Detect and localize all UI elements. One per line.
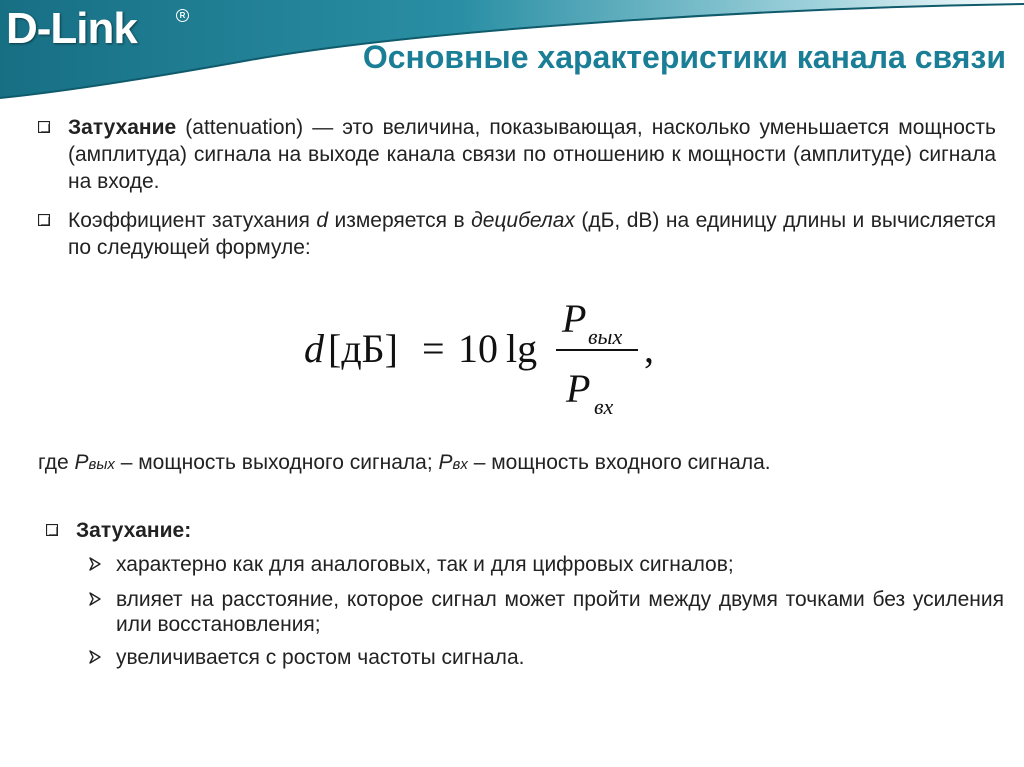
subscript-in: вх bbox=[452, 456, 468, 473]
definition-text: (attenuation) — это величина, показывающая, насколько уменьшается мощность (амплитуда) сигнала на выходе канала связи по отношению к мощности (амплитуде) сигнала на входе. bbox=[68, 116, 996, 193]
list-item bbox=[88, 552, 1004, 577]
list-item bbox=[88, 587, 1004, 637]
arrow-bullet-icon bbox=[88, 650, 102, 664]
unit-word: децибелах bbox=[471, 209, 575, 232]
paragraph-coefficient bbox=[38, 207, 996, 261]
registered-mark-icon: R bbox=[176, 9, 189, 22]
formula-lhs-unit: [дБ] bbox=[328, 326, 398, 371]
formula-den-sub: вх bbox=[594, 394, 614, 419]
subscript-out: вых bbox=[88, 456, 115, 473]
square-bullet-icon bbox=[38, 214, 50, 226]
formula-coef: 10 bbox=[458, 326, 498, 371]
formula-trail: , bbox=[644, 326, 654, 371]
bullet-text: влияет на расстояние, которое сигнал может пройти между двумя точками без усиления или восстановления; bbox=[116, 588, 1004, 636]
symbol-p-in: P bbox=[438, 451, 453, 474]
arrow-bullet-icon bbox=[88, 557, 102, 571]
formula-equals: = bbox=[422, 326, 445, 371]
formula-lhs-var: d bbox=[304, 326, 324, 371]
slide-title: Основные характеристики канала связи bbox=[362, 39, 1006, 75]
square-bullet-icon bbox=[38, 121, 50, 133]
formula-legend bbox=[38, 449, 998, 478]
where-lead: где bbox=[38, 451, 75, 474]
arrow-bullet-icon bbox=[88, 592, 102, 606]
desc-p-out: – мощность выходного сигнала; bbox=[114, 451, 439, 474]
section-attenuation bbox=[46, 517, 996, 544]
list-item bbox=[88, 645, 1004, 670]
formula-num-sub: вых bbox=[588, 324, 623, 349]
term-attenuation: Затухание bbox=[68, 116, 177, 139]
section-title: Затухание: bbox=[76, 519, 192, 542]
desc-p-in: – мощность входного сигнала. bbox=[467, 451, 771, 474]
coef-text-1: Коэффициент затухания bbox=[68, 209, 317, 232]
formula-func: lg bbox=[506, 326, 538, 371]
coef-text-2: измеряется в bbox=[328, 209, 472, 232]
attenuation-formula bbox=[300, 294, 680, 424]
coef-text-3: (дБ, dB) на единицу длины и вычисляется по следующей формуле: bbox=[68, 209, 996, 259]
formula-num-var: P bbox=[562, 296, 587, 341]
brand-logo: D-Link bbox=[6, 4, 137, 53]
square-bullet-icon bbox=[46, 524, 58, 536]
paragraph-attenuation-definition bbox=[38, 114, 996, 195]
symbol-p-out: P bbox=[74, 451, 89, 474]
var-d: d bbox=[316, 209, 329, 232]
bullet-text: увеличивается с ростом частоты сигнала. bbox=[116, 646, 525, 669]
bullet-text: характерно как для аналоговых, так и для цифровых сигналов; bbox=[116, 553, 734, 576]
formula-den-var: P bbox=[566, 366, 591, 411]
